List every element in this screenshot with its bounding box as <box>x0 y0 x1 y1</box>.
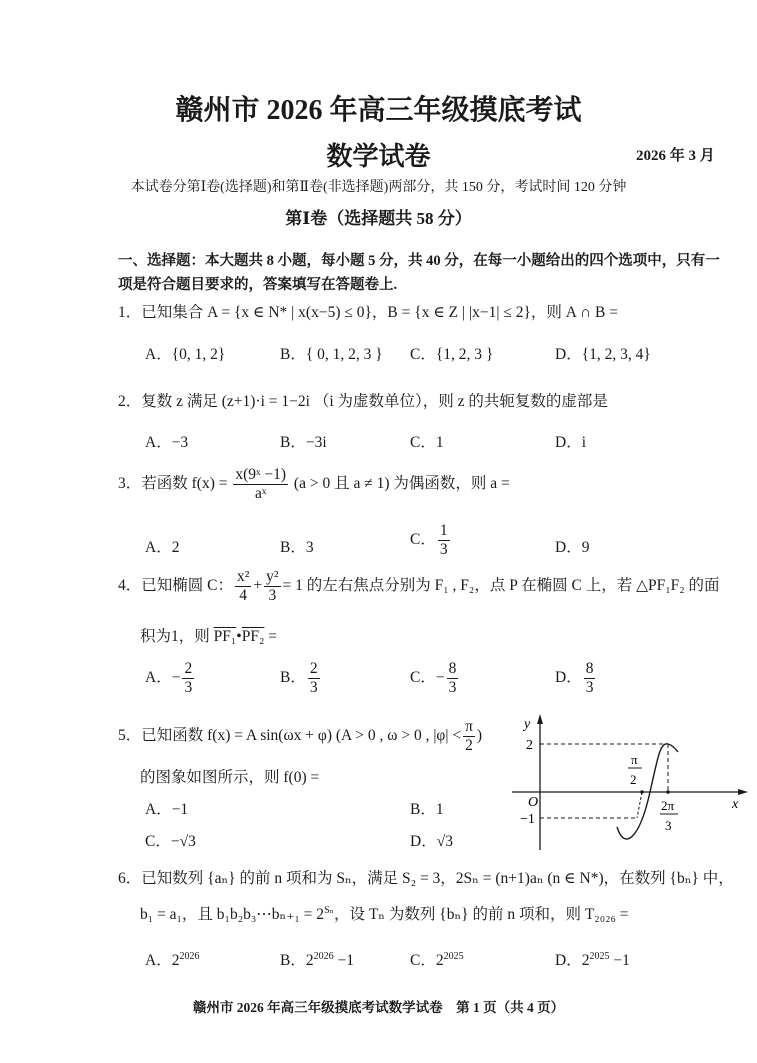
part-heading: 第Ⅰ卷（选择题共 58 分） <box>285 209 472 228</box>
q5-post: ) <box>476 726 483 744</box>
exp: 2025 <box>589 950 610 962</box>
sign: − <box>171 668 181 686</box>
fraction <box>308 660 320 697</box>
q3-num: x(9ˣ −1) <box>235 466 287 483</box>
q3-fraction <box>233 466 288 503</box>
q4-f1-num: x² <box>236 568 250 585</box>
x1-den: 2 <box>630 772 637 787</box>
q4-option-d <box>555 660 597 697</box>
fraction <box>182 660 194 697</box>
q3-option-a: A．2 <box>145 539 180 556</box>
question-4-line2 <box>140 624 277 646</box>
q5-option-a: A．−1 <box>145 801 189 818</box>
question-5-line2: 的图象如图所示，则 f(0) = <box>140 769 320 786</box>
y-axis-label: y <box>524 717 531 732</box>
q5-fraction <box>463 718 475 755</box>
q6-option-d <box>555 948 630 970</box>
sign: − <box>435 668 445 686</box>
section-instructions-2: 项是符合题目要求的，答案填写在答题卷上. <box>118 277 398 293</box>
q4-f1-den: 4 <box>239 586 248 604</box>
pi-half-guide <box>637 792 642 818</box>
q1-option-c: C．{1, 2, 3 } <box>410 346 494 363</box>
question-2-stem: 2．复数 z 满足 (z+1)·i = 1−2i （i 为虚数单位），则 z 的共轭复数的虚部是 <box>118 393 608 410</box>
q1-option-d: D．{1, 2, 3, 4} <box>555 346 651 363</box>
q6-pre: b₁ = a₁，且 b₁b₂b₃⋯bₙ₊₁ = 2 <box>140 906 325 923</box>
exam-intro: 本试卷分第Ⅰ卷(选择题)和第Ⅱ卷(非选择题)两部分，共 150 分，考试时间 120 分钟 <box>130 180 627 195</box>
num: 2 <box>309 660 318 677</box>
x2-num: 2π <box>661 798 675 813</box>
q5-option-b: B．1 <box>410 801 444 818</box>
q6-exp: Sₙ <box>324 904 334 916</box>
point-pi-half <box>640 790 644 794</box>
q2-option-b: B．−3i <box>280 434 327 451</box>
q3-option-c <box>410 522 452 559</box>
q4-f2-den: 3 <box>268 586 277 604</box>
q5-den: 2 <box>465 736 473 754</box>
q4-option-c <box>410 660 460 697</box>
q3-post: (a > 0 且 a ≠ 1) 为偶函数，则 a = <box>293 474 510 492</box>
q4-option-a <box>145 660 196 697</box>
q6-option-c <box>410 948 464 970</box>
q5-option-c: C．−√3 <box>145 833 196 850</box>
label: B．2 <box>280 952 314 969</box>
question-4-stem <box>118 568 720 605</box>
q3-c-label: C． <box>410 530 436 548</box>
exp: 2026 <box>179 950 200 962</box>
q2-option-c: C．1 <box>410 434 444 451</box>
question-6-line2 <box>140 902 629 924</box>
q5-pre: 5．已知函数 f(x) = A sin(ωx + φ) (A > 0 , ω > 0 , |φ| < <box>118 726 462 744</box>
q3-den: aˣ <box>255 484 267 502</box>
x-arrow-icon <box>738 789 748 795</box>
q5-option-d: D．√3 <box>410 833 453 850</box>
q4-plus: + <box>253 576 263 594</box>
tail: −1 <box>333 952 354 969</box>
q4-pre: 4．已知椭圆 C： <box>118 576 233 594</box>
den: 3 <box>448 678 457 696</box>
label: C．2 <box>410 952 444 969</box>
label: A．2 <box>145 952 180 969</box>
label: B． <box>280 668 306 686</box>
q3-option-d: D．9 <box>555 539 590 556</box>
y-arrow-icon <box>537 714 543 724</box>
q4-vector-pf2: PF₂ <box>241 628 265 645</box>
q3-option-b: B．3 <box>280 539 314 556</box>
label: D．2 <box>555 952 590 969</box>
q4-line2-pre: 积为1，则 <box>140 628 214 645</box>
q3-c-num: 1 <box>439 522 448 539</box>
exp: 2026 <box>313 950 334 962</box>
num: 8 <box>585 660 594 677</box>
exam-subtitle: 数学试卷 <box>326 142 431 171</box>
q3-pre: 3．若函数 f(x) = <box>118 474 228 492</box>
q6-option-a <box>145 948 199 970</box>
fraction <box>584 660 596 697</box>
num: 8 <box>448 660 457 677</box>
origin-label: O <box>528 795 539 810</box>
q2-option-a: A．−3 <box>145 434 189 451</box>
exam-date: 2026 年 3 月 <box>636 148 715 164</box>
q1-option-a: A．{0, 1, 2} <box>145 346 226 363</box>
label: A． <box>145 668 172 686</box>
point-two-pi-third <box>666 790 670 794</box>
q2-option-d: D．i <box>555 434 587 451</box>
q4-dot: • <box>236 628 242 645</box>
q6-option-b <box>280 948 354 970</box>
q1-option-b: B．{ 0, 1, 2, 3 } <box>280 346 383 363</box>
q4-option-b <box>280 660 322 697</box>
y-max-label: 2 <box>526 738 533 753</box>
y-neg-label: −1 <box>520 812 535 827</box>
tail: −1 <box>609 952 630 969</box>
q6-post: ，设 Tₙ 为数列 {bₙ} 的前 n 项和，则 T₂₀₂₆ = <box>333 906 629 923</box>
den: 3 <box>184 678 193 696</box>
q4-vector-pf1: PF₁ <box>213 628 237 645</box>
label: D． <box>555 668 582 686</box>
fraction <box>447 660 459 697</box>
sine-graph <box>500 712 750 852</box>
question-6-line1: 6．已知数列 {aₙ} 的前 n 项和为 Sₙ，满足 S₂ = 3，2Sₙ = (n+1)aₙ (n ∈ N*)，在数列 {bₙ} 中， <box>118 870 734 887</box>
section-instructions-1: 一、选择题：本大题共 8 小题，每小题 5 分，共 40 分，在每一小题给出的四个选项中，只有一 <box>118 253 720 269</box>
q4-post: = 1 的左右焦点分别为 F₁ , F₂，点 P 在椭圆 C 上，若 △PF₁F₂ 的面 <box>282 576 720 594</box>
q4-frac-2 <box>264 568 280 605</box>
label: C． <box>410 668 436 686</box>
den: 3 <box>309 678 318 696</box>
den: 3 <box>585 678 594 696</box>
question-3-stem <box>118 466 510 503</box>
x1-num: π <box>631 752 638 767</box>
exp: 2025 <box>443 950 464 962</box>
q4-f2-num: y² <box>266 568 279 585</box>
question-5-stem <box>118 718 482 755</box>
q3-c-fraction <box>438 522 450 559</box>
q5-num: π <box>465 718 473 735</box>
q4-line2-post: = <box>264 628 278 645</box>
x-axis-label: x <box>732 797 739 812</box>
num: 2 <box>184 660 193 677</box>
q3-c-den: 3 <box>439 540 448 558</box>
question-1-stem: 1．已知集合 A = {x ∈ N* | x(x−5) ≤ 0}，B = {x ∈ Z | |x−1| ≤ 2}，则 A ∩ B = <box>118 304 618 321</box>
page-footer: 赣州市 2026 年高三年级摸底考试数学试卷 第 1 页（共 4 页） <box>192 1000 565 1015</box>
q4-frac-1 <box>235 568 251 605</box>
x2-den: 3 <box>665 818 672 833</box>
exam-title: 赣州市 2026 年高三年级摸底考试 <box>175 95 582 126</box>
